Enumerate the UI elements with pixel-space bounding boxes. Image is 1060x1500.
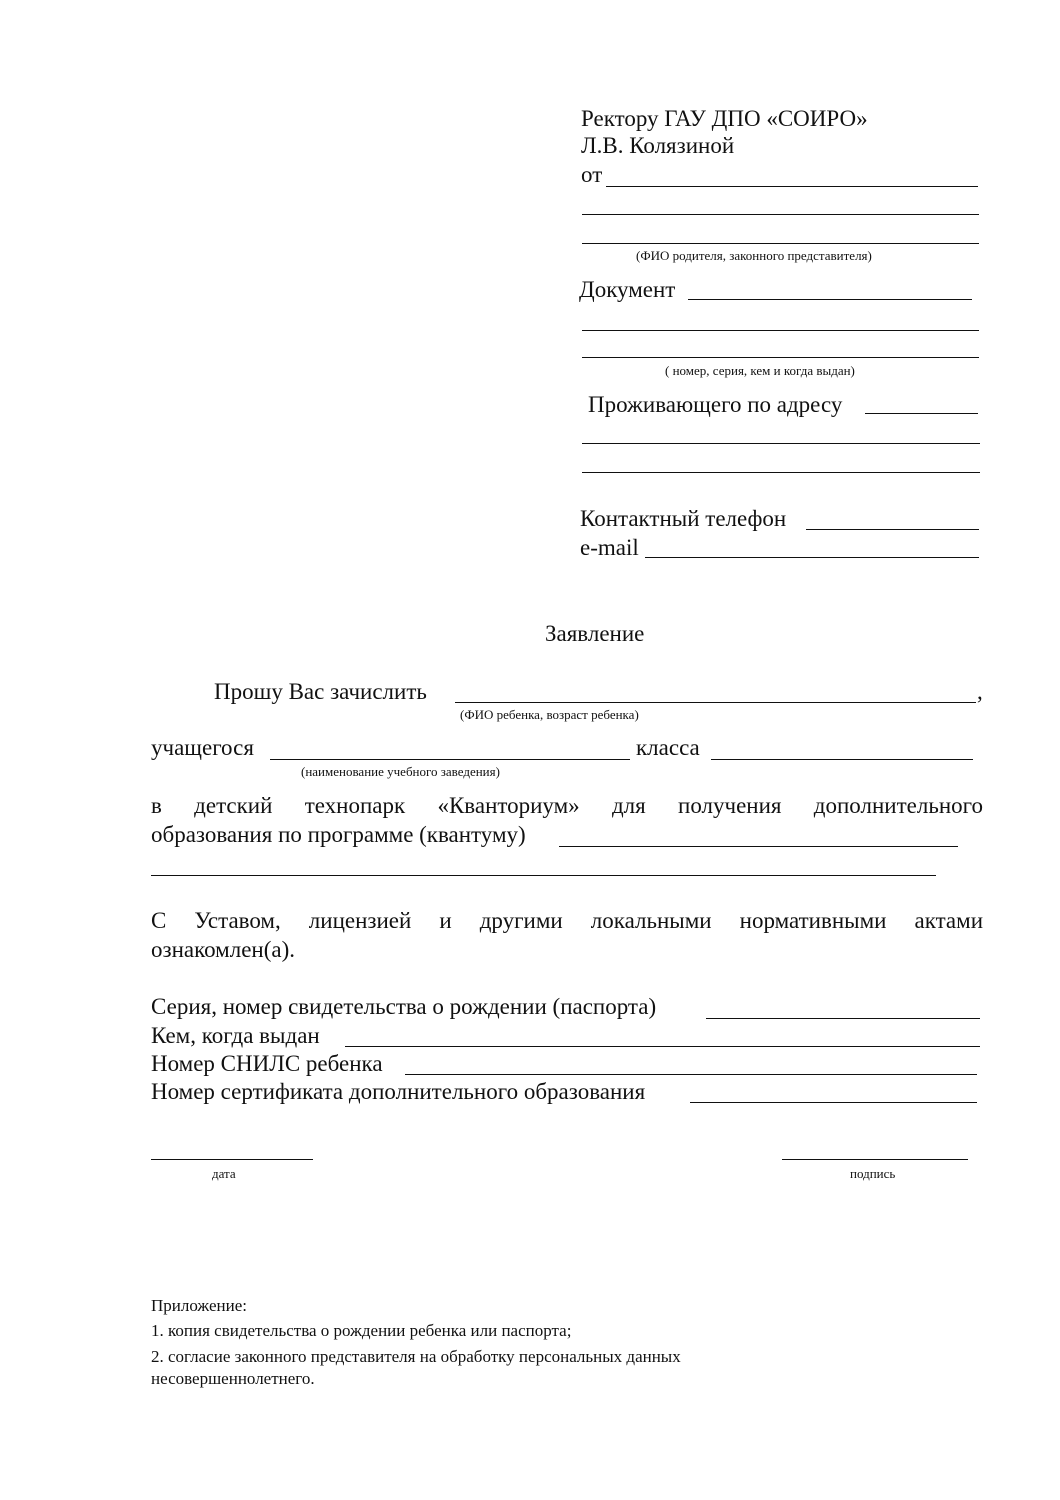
school-caption: (наименование учебного заведения) — [301, 764, 500, 779]
request-comma: , — [977, 679, 983, 704]
address-field-line-3[interactable] — [582, 472, 980, 473]
document-field-line-3[interactable] — [582, 357, 979, 358]
appendix-item-2-line-1: 2. согласие законного представителя на обработку персональных данных — [151, 1347, 681, 1366]
program-field-line-2[interactable] — [151, 875, 936, 876]
signature-caption: подпись — [850, 1166, 896, 1181]
certificate-label: Номер сертификата дополнительного образования — [151, 1079, 646, 1104]
email-label: e-mail — [580, 535, 639, 560]
addressee-line-1: Ректору ГАУ ДПО «СОИРО» — [581, 106, 868, 131]
date-caption: дата — [212, 1166, 236, 1181]
student-label: учащегося — [151, 735, 254, 760]
phone-label: Контактный телефон — [580, 506, 787, 531]
appendix-item-2-line-2: несовершеннолетнего. — [151, 1369, 315, 1388]
address-field-line-2[interactable] — [582, 443, 980, 444]
document-field-line-2[interactable] — [582, 330, 979, 331]
issued-by-label: Кем, когда выдан — [151, 1023, 320, 1048]
document-label: Документ — [579, 277, 676, 302]
phone-field-line[interactable] — [806, 529, 979, 530]
signature-field[interactable] — [782, 1159, 968, 1160]
program-field-line-1[interactable] — [559, 846, 958, 847]
school-field[interactable] — [270, 759, 630, 760]
program-line-2: образования по программе (квантуму) — [151, 822, 526, 847]
document-caption: ( номер, серия, кем и когда выдан) — [665, 363, 855, 378]
program-line-1-text: в детский технопарк «Кванториум» для получения дополнительного — [151, 793, 983, 818]
appendix-item-1: 1. копия свидетельства о рождении ребенка или паспорта; — [151, 1321, 572, 1340]
snils-label: Номер СНИЛС ребенка — [151, 1051, 383, 1076]
certificate-field[interactable] — [690, 1102, 977, 1103]
from-field-line-2[interactable] — [582, 214, 979, 215]
program-line-1 — [151, 793, 983, 819]
cert-series-field[interactable] — [706, 1018, 980, 1019]
class-label: класса — [636, 735, 700, 760]
from-field-line-1[interactable] — [606, 186, 978, 187]
class-field[interactable] — [711, 759, 973, 760]
from-label: от — [581, 162, 603, 187]
charter-line-2: ознакомлен(а). — [151, 937, 295, 962]
issued-by-field[interactable] — [345, 1046, 980, 1047]
date-field[interactable] — [151, 1159, 313, 1160]
request-label: Прошу Вас зачислить — [214, 679, 427, 704]
email-field-line[interactable] — [645, 557, 979, 558]
snils-field[interactable] — [405, 1074, 977, 1075]
cert-series-label: Серия, номер свидетельства о рождении (паспорта) — [151, 994, 657, 1019]
from-caption: (ФИО родителя, законного представителя) — [636, 248, 872, 263]
charter-line-1-text: С Уставом, лицензией и другими локальными нормативными актами — [151, 908, 983, 933]
address-field-line-1[interactable] — [865, 413, 978, 414]
addressee-line-2: Л.В. Колязиной — [581, 133, 735, 158]
appendix-title: Приложение: — [151, 1296, 247, 1315]
document-field-line-1[interactable] — [688, 299, 972, 300]
child-caption: (ФИО ребенка, возраст ребенка) — [460, 707, 639, 722]
address-label: Проживающего по адресу — [588, 392, 843, 417]
document-title: Заявление — [545, 621, 645, 646]
charter-line-1 — [151, 908, 983, 934]
child-name-field[interactable] — [455, 702, 976, 703]
from-field-line-3[interactable] — [582, 243, 979, 244]
